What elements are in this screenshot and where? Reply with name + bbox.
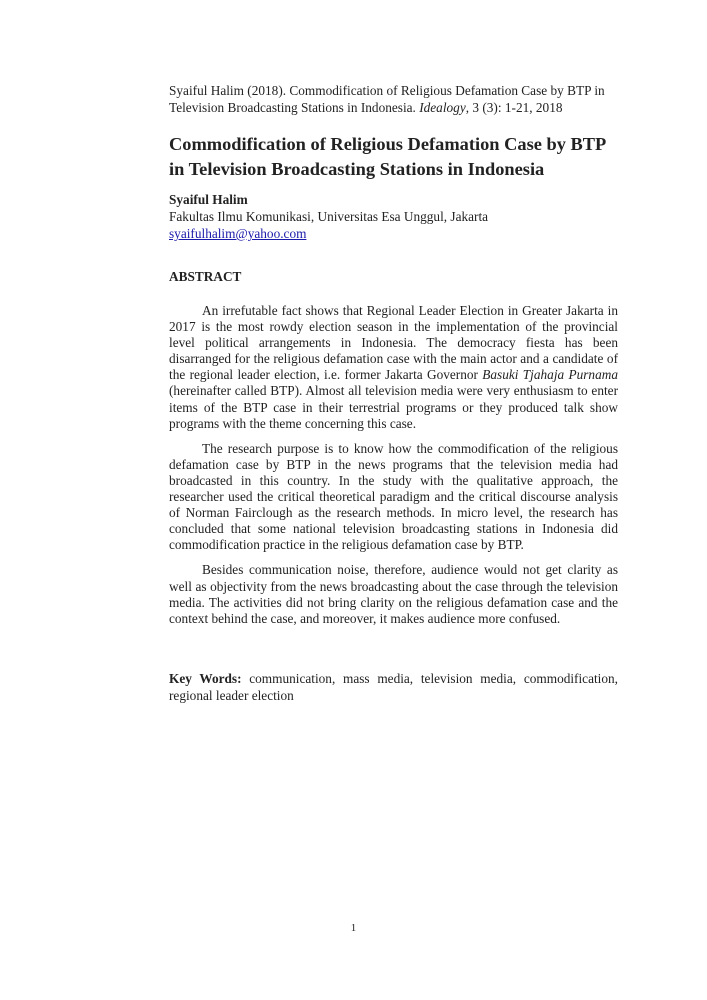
author-name: Syaiful Halim: [169, 192, 248, 207]
citation-volume-pages: , 3 (3): 1-21, 2018: [465, 100, 563, 116]
abstract-heading: ABSTRACT: [169, 269, 242, 284]
abstract-paragraph-2: The research purpose is to know how the commodification of the religious defamation case by BTP in the news programs that the television media had broadcasted in this country. In the study with the qualitative approach, the researcher used the critical theoretical paradigm and the critical discourse analysis of Norman Fairclough as the research methods. In micro level, the research has concluded that some national television broadcasting stations in Indonesia did commodification practice in the religious defamation case by BTP.: [169, 440, 618, 553]
abstract-paragraph-3: Besides communication noise, therefore, audience would not get clarity as well as objectivity from the news broadcasting about the case through the television media. The activities did not bring clarity on the religious defamation case and the context behind the case, and moreover, it makes audience more confused.: [169, 562, 618, 626]
keywords-label: Key Words:: [169, 671, 242, 686]
author-block: [169, 191, 618, 242]
author-email-link[interactable]: syaifulhalim@yahoo.com: [169, 226, 307, 241]
abstract-paragraph-1: [169, 303, 618, 432]
citation-header: [169, 82, 618, 117]
abstract-p1-end: (hereinafter called BTP). Almost all television media were very enthusiasm to enter items of the BTP case in their terrestrial programs or they produced talk show programs with the theme concerning this case.: [169, 383, 618, 431]
abstract-p1-name: Basuki Tjahaja Purnama: [482, 367, 618, 383]
abstract-body: [169, 303, 618, 636]
keywords-block: [169, 671, 618, 704]
citation-text: Syaiful Halim (2018). Commodification of Religious Defamation Case by BTP in Television Broadcasting Stations in Indonesia.: [169, 83, 605, 116]
keywords-text: communication, mass media, television media, commodification, regional leader election: [169, 671, 618, 703]
author-affiliation: Fakultas Ilmu Komunikasi, Universitas Esa Unggul, Jakarta: [169, 209, 489, 224]
abstract-p1-start: An irrefutable fact shows that Regional Leader Election in Greater Jakarta in 2017 is the most rowdy election season in the implementation of the provincial level political arrangements in Indonesia. The democracy fiesta has been disarranged for the religious defamation case with the main actor and a candidate of the regional leader election, i.e. former Jakarta Governor: [169, 303, 618, 383]
paper-title: Commodification of Religious Defamation Case by BTP in Television Broadcasting Stations in Indonesia: [169, 134, 606, 179]
page-number: 1: [350, 922, 357, 934]
citation-journal: Idealogy: [419, 100, 466, 116]
